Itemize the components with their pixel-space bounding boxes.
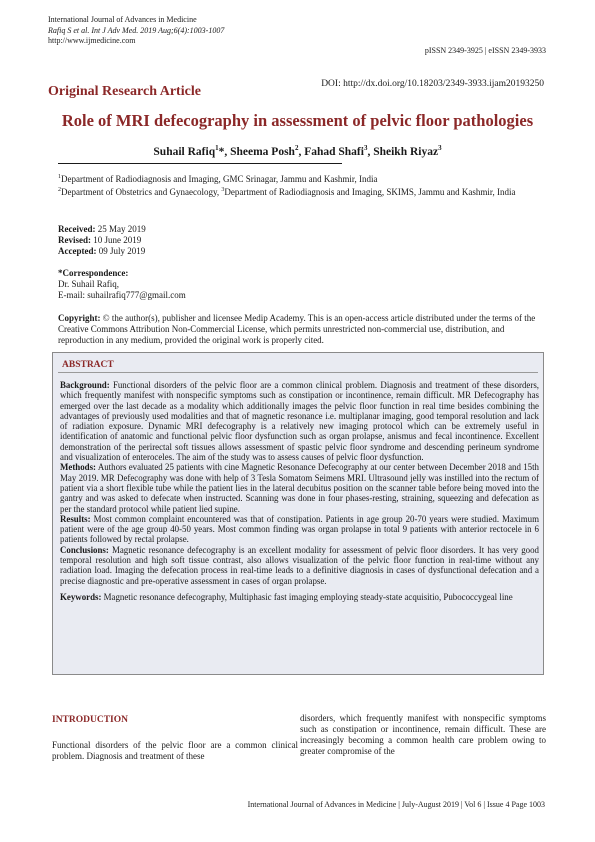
article-dates: Received: 25 May 2019 Revised: 10 June 2019 Accepted: 09 July 2019 — [58, 224, 146, 256]
article-title: Role of MRI defecography in assessment of pelvic floor pathologies — [61, 111, 534, 130]
divider — [58, 163, 342, 164]
author-name: Fahad Shafi — [304, 145, 364, 158]
affiliations: $^1$Department of Radiodiagnosis and Imaging, GMC Srinagar, Jammu and Kashmir, India $^2$Department of Obstetrics and Gynaecology, $^3$Department of Radiodiagnosis and Imaging, SKIMS, Jammu and Kashmir, India — [58, 174, 516, 197]
page-footer: International Journal of Advances in Medicine | July-August 2019 | Vol 6 | Issue 4 Page 1003 — [247, 800, 545, 809]
issn: pISSN 2349-3925 | eISSN 2349-3933 — [424, 46, 546, 55]
correspondence: *Correspondence: Dr. Suhail Rafiq, E-mail: suhailrafiq777@gmail.com — [58, 268, 186, 300]
author-list: Suhail Rafiq$^1$*, Sheema Posh$^2$, Fahad Shafi$^3$, Sheikh Riyaz$^3$ — [153, 144, 442, 158]
journal-url[interactable]: http://www.ijmedicine.com — [48, 36, 136, 45]
citation: Rafiq S et al. Int J Adv Med. 2019 Aug;6(4):1003-1007 — [48, 25, 225, 35]
intro-column-left: Functional disorders of the pelvic floor are a common clinical problem. Diagnosis and treatment of these — [52, 740, 298, 761]
journal-name: International Journal of Advances in Medicine — [48, 15, 197, 24]
abstract-methods: Methods: Authors evaluated 25 patients with cine Magnetic Resonance Defecography at our center between December 2018 and 15th May 2019. MR Defecography was done with help of 3 Tesla Somatom Seimens MRI. Ultrasound jelly was instilled into the rectum of patient via a short flexible tube while the patient lies in the lateral decubitus position on the scanner table before being moved into the gantry and was asked to defecate when instructed. Scanning was done in four phases-resting, straining, squeezing and defecation as per the standard protocol while patient lied supine. — [60, 462, 539, 514]
abstract-conclusions: Conclusions: Magnetic resonance defecography is an excellent modality for assessment of pelvic floor disorders. It has very good temporal resolution and high soft tissue contrast, also allows visualization of the pelvic floor function in real-time without any radiation load. Imaging the defecation process in real-time leads to a definitive diagnosis in cases of dysfunctional defecation and a precise diagnostic and pre-operative assessment in cases of organ prolapse. — [60, 544, 539, 586]
author-name: Suhail Rafiq — [153, 145, 216, 158]
abstract-body — [60, 380, 539, 602]
copyright-notice: Copyright: © the author(s), publisher and licensee Medip Academy. This is an open-access article distributed under the terms of the Creative Commons Attribution Non-Commercial License, which permits unrestricted non-commercial use, distribution, and reproduction in any medium, provided the original work is properly cited. — [58, 313, 536, 345]
divider — [58, 372, 538, 373]
abstract-background: Background: Functional disorders of the pelvic floor are a common clinical problem. Diagnosis and treatment of these disorders, which frequently manifest with nonspecific symptoms such as constipation or incontinence, remain difficult. MR Defecography has emerged over the last decade as a modality which additionally images the pelvic floor function in real time besides combining the advantages of previously used modalities and that of magnetic resonance i.e. multiplanar imaging, good temporal resolution and lack of radiation exposure. Dynamic MRI defecography is a relatively new imaging protocol which can be extremely useful in identification of anatomic and functional pelvic floor dysfunction such as organ prolapse, anismus and fecal incontinence. Excellent demonstration of the perirectal soft tissues allows assessment of spastic pelvic floor syndrome and descending perineum syndrome and visualization of enteroceles. The aim of the study was to assess causes of pelvic floor dysfunction. — [60, 380, 539, 463]
doi-link[interactable]: DOI: http://dx.doi.org/10.18203/2349-3933.ijam20193250 — [321, 79, 544, 89]
intro-column-right: disorders, which frequently manifest with nonspecific symptoms such as constipation or incontinence, remain difficult. These are increasingly becoming a common health care problem owing to greater compromise of the — [300, 713, 546, 756]
email-link[interactable]: E-mail: suhailrafiq777@gmail.com — [58, 290, 186, 300]
article-type: Original Research Article — [48, 84, 201, 99]
author-name: Sheema Posh — [230, 145, 295, 158]
running-header — [48, 15, 224, 47]
abstract-heading: ABSTRACT — [62, 360, 114, 370]
introduction-heading: INTRODUCTION — [52, 715, 129, 725]
abstract-results: Results: Most common complaint encountered was that of constipation. Patients in age group 20-70 years were studied. Maximum patient were of the age group 40-50 years. Most common finding was organ prolapse in total 9 patients with anterior rectocele in 6 patients followed by rectal prolapse. — [60, 513, 539, 545]
keywords: Keywords: Magnetic resonance defecography, Multiphasic fast imaging employing steady-state acquisitio, Pubococcygeal line — [60, 591, 513, 602]
author-name: Sheikh Riyaz — [373, 145, 439, 158]
